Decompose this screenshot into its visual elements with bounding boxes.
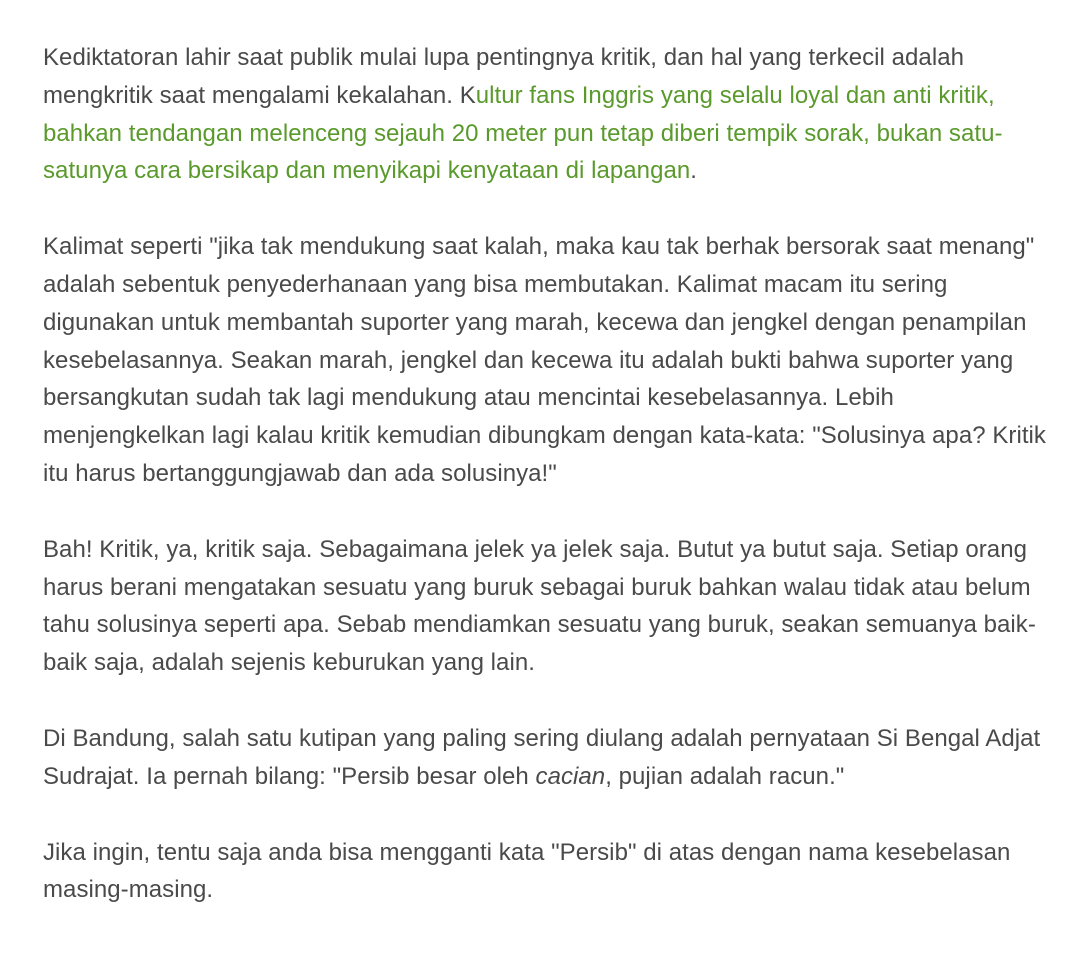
- paragraph-4-text-after: , pujian adalah racun.": [605, 762, 845, 790]
- paragraph-1-text-after: .: [690, 157, 697, 185]
- italic-word: cacian: [535, 762, 606, 790]
- paragraph-1: [43, 39, 1058, 190]
- paragraph-1-text-before: Kediktatoran lahir saat publik mulai lupa pentingnya kritik, dan hal yang terkecil adalah mengkritik saat mengalami kekalahan. K: [43, 44, 964, 109]
- article-body: [43, 39, 1058, 909]
- paragraph-3: Bah! Kritik, ya, kritik saja. Sebagaimana jelek ya jelek saja. Butut ya butut saja. Setiap orang harus berani mengatakan sesuatu yang buruk sebagai buruk bahkan walau tidak atau belum tahu solusinya seperti apa. Sebab mendiamkan sesuatu yang buruk, seakan semuanya baik-baik saja, adalah sejenis keburukan yang lain.: [43, 535, 1036, 677]
- paragraph-4-text-before: Di Bandung, salah satu kutipan yang paling sering diulang adalah pernyataan Si Bengal Adjat Sudrajat. Ia pernah bilang: "Persib besar oleh: [43, 724, 1041, 790]
- paragraph-5: Jika ingin, tentu saja anda bisa mengganti kata "Persib" di atas dengan nama kesebelasan masing-masing.: [43, 838, 1011, 904]
- article-link[interactable]: ultur fans Inggris yang selalu loyal dan anti kritik, bahkan tendangan melenceng sejauh 20 meter pun tetap diberi tempik sorak, bukan satu-satunya cara bersikap dan menyikapi kenyataan di lapangan: [43, 81, 1003, 185]
- paragraph-4: [43, 720, 1058, 796]
- paragraph-2: Kalimat seperti "jika tak mendukung saat kalah, maka kau tak berhak bersorak saat menang" adalah sebentuk penyederhanaan yang bisa membutakan. Kalimat macam itu sering digunakan untuk membantah suporter yang marah, kecewa dan jengkel dengan penampilan kesebelasannya. Seakan marah, jengkel dan kecewa itu adalah bukti bahwa suporter yang bersangkutan sudah tak lagi mendukung atau mencintai kesebelasannya. Lebih menjengkelkan lagi kalau kritik kemudian dibungkam dengan kata-kata: "Solusinya apa? Kritik itu harus bertanggungjawab dan ada solusinya!": [43, 233, 1046, 487]
